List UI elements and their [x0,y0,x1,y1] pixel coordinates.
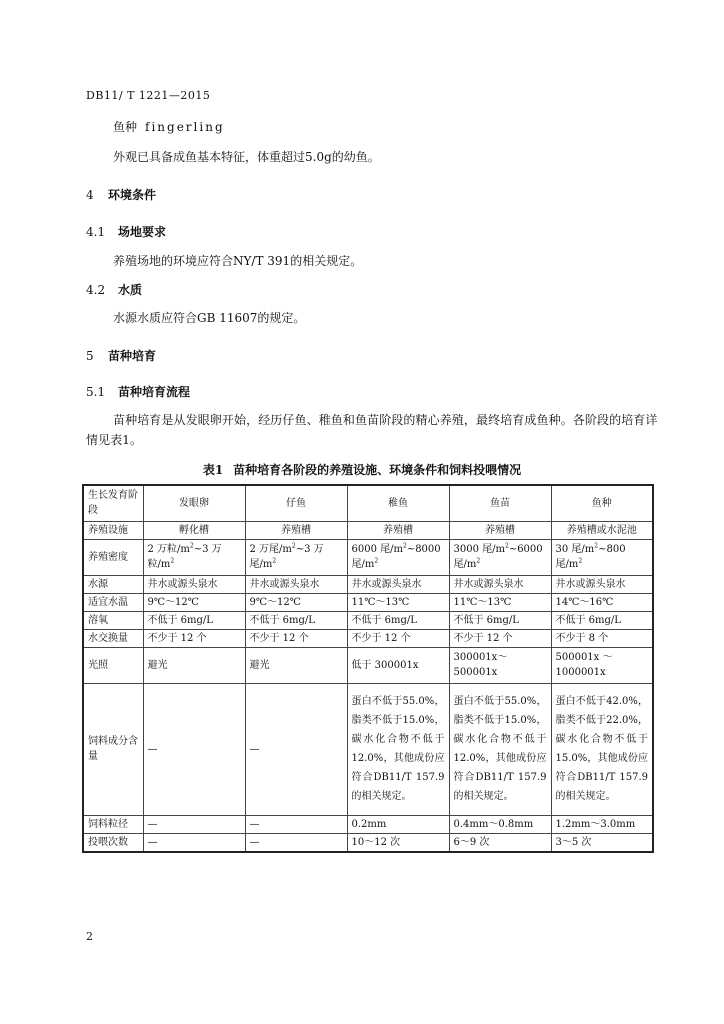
table-header-row [83,485,653,521]
table-cell: — [245,815,347,833]
table-cell: 11℃～13℃ [449,593,551,611]
row-label-cell: 水交换量 [83,629,143,647]
table-cell: 不低于 6mg/L [143,611,245,629]
table-cell: 井水或源头泉水 [143,575,245,593]
table-cell: 不低于 6mg/L [245,611,347,629]
table-cell: 蛋白不低于55.0%，脂类不低于15.0%，碳水化合物不低于12.0%，其他成份应符合DB11/T 157.9的相关规定。 [449,683,551,815]
superscript: 2 [476,557,481,565]
table-cell: 6～9 次 [449,833,551,852]
superscript: 2 [291,542,296,550]
table-row [83,815,653,833]
breeding-stages-table [82,484,654,853]
superscript: 2 [374,557,379,565]
page-number: 2 [86,930,93,943]
table-cell: — [245,683,347,815]
table-cell: 11℃～13℃ [347,593,449,611]
table-cell: 蛋白不低于42.0%，脂类不低于22.0%，碳水化合物不低于15.0%，其他成份应符合DB11/T 157.9的相关规定。 [551,683,653,815]
table-cell: 6000 尾$/m^2\sim 8000$ 尾$/m^2$ [347,539,449,575]
table-body [83,485,653,852]
table-cell: 井水或源头泉水 [551,575,653,593]
table-cell: 不少于 12 个 [449,629,551,647]
term-entry [113,118,225,135]
table-row [83,629,653,647]
table-cell: 养殖槽 [449,521,551,539]
table-cell: 井水或源头泉水 [347,575,449,593]
superscript: 2 [578,557,583,565]
table-cell: 0.4mm～0.8mm [449,815,551,833]
section-4-2-heading: 4.2 水质 [86,283,143,297]
table-cell: 避光 [245,647,347,683]
superscript: 2 [189,542,194,550]
table-row [83,647,653,683]
table-cell: — [245,833,347,852]
table-cell: 30 尾$/m^2\sim 800$ 尾$/m^2$ [551,539,653,575]
term-en: fingerling [145,120,225,134]
table-cell: — [143,815,245,833]
table-row [83,593,653,611]
table-cell: 9℃～12℃ [143,593,245,611]
row-label-cell: 饲料粒径 [83,815,143,833]
row-label-cell: 溶氧 [83,611,143,629]
superscript: 2 [504,542,509,550]
table-cell: 不少于 12 个 [347,629,449,647]
table-cell: 避光 [143,647,245,683]
superscript: 2 [170,557,175,565]
table-cell: — [143,833,245,852]
table-cell: 发眼卵 [143,485,245,521]
row-label-cell: 适宜水温 [83,593,143,611]
table-cell: 不少于 12 个 [245,629,347,647]
table-cell: 井水或源头泉水 [245,575,347,593]
table-cell: 不低于 6mg/L [347,611,449,629]
table-row [83,611,653,629]
table-cell: 2 万粒$/m^2\sim 3$ 万粒$/m^2$ [143,539,245,575]
table-row [83,833,653,852]
section-5-heading: 5 苗种培育 [86,349,157,363]
row-label-cell: 饲料成分含量 [83,683,143,815]
section-4-1-heading: 4.1 场地要求 [86,225,167,239]
table-cell: 养殖槽 [347,521,449,539]
table-caption: 表1 苗种培育各阶段的养殖设施、环境条件和饲料投喂情况 [202,463,522,477]
table-cell: 300001x～500001x [449,647,551,683]
table-cell: 0.2mm [347,815,449,833]
table-cell: 低于 300001x [347,647,449,683]
table-cell: 鱼苗 [449,485,551,521]
table-cell: 不少于 12 个 [143,629,245,647]
table-cell: 1.2mm～3.0mm [551,815,653,833]
term-zh: 鱼种 [113,120,138,134]
table-cell: 10～12 次 [347,833,449,852]
superscript: 2 [594,542,599,550]
row-label-cell: 光照 [83,647,143,683]
table-cell: 井水或源头泉水 [449,575,551,593]
table-cell: 2 万尾$/m^2\sim 3$ 万尾$/m^2$ [245,539,347,575]
table-cell: 养殖槽或水泥池 [551,521,653,539]
table-row [83,575,653,593]
table-row [83,683,653,815]
superscript: 2 [272,557,277,565]
term-definition: 外观已具备成鱼基本特征，体重超过5.0g的幼鱼。 [113,150,380,164]
table-cell: 稚鱼 [347,485,449,521]
table-cell: 500001x ～ 1000001x [551,647,653,683]
table-cell: — [143,683,245,815]
table-cell: 9℃～12℃ [245,593,347,611]
row-label-cell: 生长发育阶段 [83,485,143,521]
table-cell: 孵化槽 [143,521,245,539]
row-label-cell: 养殖设施 [83,521,143,539]
table-cell: 不少于 8 个 [551,629,653,647]
section-4-1-text: 养殖场地的环境应符合NY/T 391的相关规定。 [113,254,363,268]
section-5-1-text: 苗种培育是从发眼卵开始，经历仔鱼、稚鱼和鱼苗阶段的精心养殖，最终培育成鱼种。各阶段的培育详情见表1。 [86,413,658,447]
section-4-heading: 4 环境条件 [86,188,157,202]
table-row [83,539,653,575]
row-label-cell: 投喂次数 [83,833,143,852]
table-cell: 鱼种 [551,485,653,521]
row-label-cell: 养殖密度 [83,539,143,575]
table-cell: 仔鱼 [245,485,347,521]
section-5-1-heading: 5.1 苗种培育流程 [86,385,191,399]
table-cell: 3～5 次 [551,833,653,852]
table-cell: 3000 尾$/m^2\sim 6000$ 尾$/m^2$ [449,539,551,575]
superscript: 2 [402,542,407,550]
table-cell: 蛋白不低于55.0%，脂类不低于15.0%，碳水化合物不低于12.0%，其他成份应符合DB11/T 157.9的相关规定。 [347,683,449,815]
table-cell: 不低于 6mg/L [551,611,653,629]
document-header: DB11/ T 1221—2015 [86,89,211,102]
table-row [83,521,653,539]
section-4-2-text: 水源水质应符合GB 11607的规定。 [113,311,306,325]
row-label-cell: 水源 [83,575,143,593]
table-cell: 养殖槽 [245,521,347,539]
table-cell: 14℃～16℃ [551,593,653,611]
table-cell: 不低于 6mg/L [449,611,551,629]
